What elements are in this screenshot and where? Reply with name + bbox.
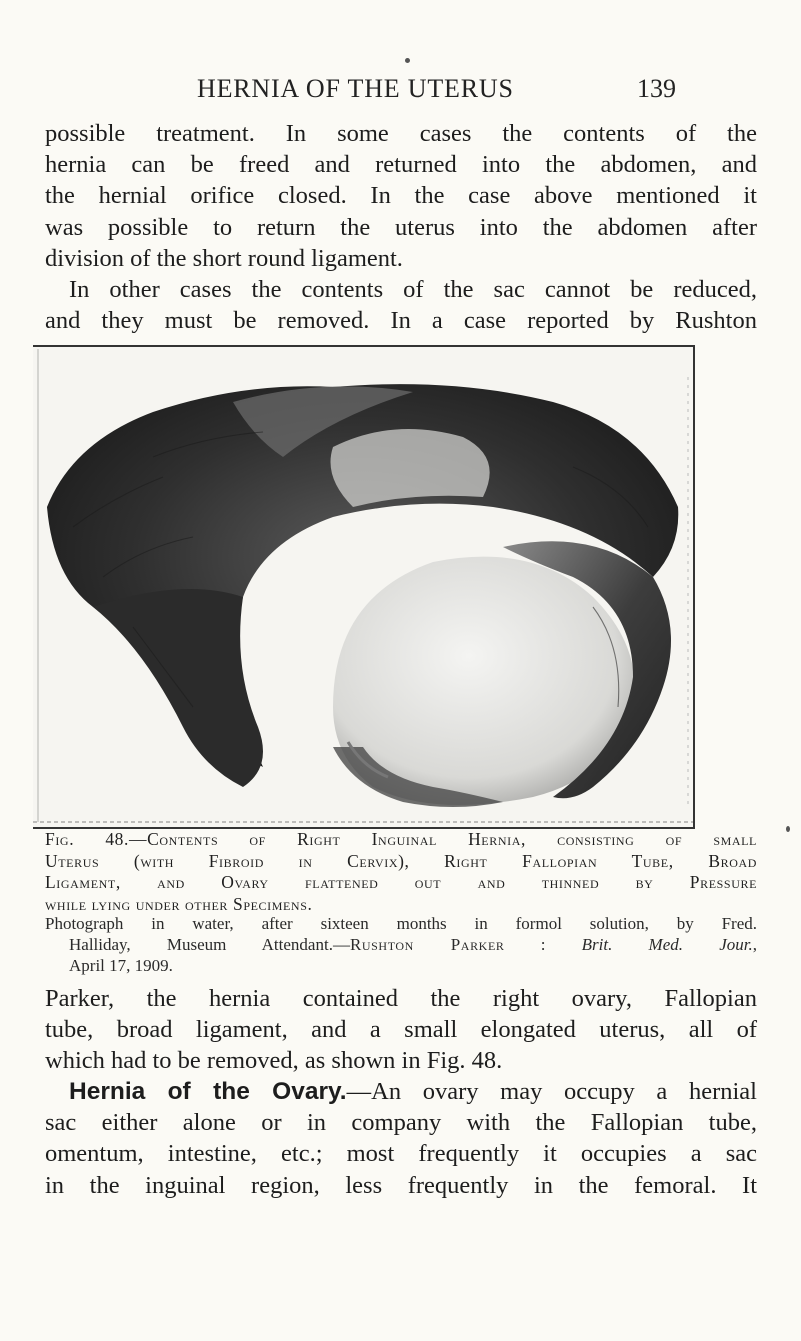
text-line: omentum, intestine, etc.; most frequently it occupies a sac [45, 1140, 757, 1168]
text-line: Hernia of the Ovary.—An ovary may occupy a hernial [69, 1078, 757, 1105]
text-line: tube, broad ligament, and a small elongated uterus, all of [45, 1016, 757, 1044]
specimen-illustration [33, 347, 693, 827]
ink-speck [786, 826, 790, 832]
caption-line: Fig. 48.—Contents of Right Inguinal Hernia, consisting of small [45, 829, 757, 849]
text-line: the hernial orifice closed. In the case above mentioned it [45, 182, 757, 210]
page-number: 139 [637, 74, 676, 103]
text-line: which had to be removed, as shown in Fig. 48. [45, 1047, 503, 1075]
figure-label: Fig. 48. [45, 829, 130, 849]
caption-line: while lying under other Specimens. [45, 893, 313, 914]
figure-credit [45, 913, 757, 976]
text-line: was possible to return the uterus into the abdomen after [45, 213, 757, 241]
text-line: In other cases the contents of the sac cannot be reduced, [69, 276, 757, 303]
text-line: possible treatment. In some cases the contents of the [45, 120, 757, 147]
caption-line: Ligament, and Ovary flattened out and thinned by Pressure [45, 872, 757, 892]
text-line: hernia can be freed and returned into the abdomen, and [45, 151, 757, 179]
text-line: and they must be removed. In a case reported by Rushton [45, 307, 757, 335]
section-heading: Hernia of the Ovary. [69, 1078, 347, 1105]
credit-line: Halliday, Museum Attendant.—Rushton Parker : Brit. Med. Jour., [69, 935, 757, 954]
paragraph-parker [45, 983, 757, 1077]
paragraph-treatment [45, 118, 757, 274]
paragraph-ovary-hernia [45, 1076, 757, 1201]
specimen-photograph [33, 345, 695, 829]
credit-line: April 17, 1909. [69, 956, 173, 975]
credit-author: Rushton Parker [349, 935, 505, 954]
journal-name: Brit. Med. Jour. [581, 935, 753, 954]
running-head [0, 72, 801, 112]
ink-speck [405, 58, 410, 63]
text-line: in the inguinal region, less frequently in the femoral. It [45, 1171, 757, 1199]
running-title: HERNIA OF THE UTERUS [197, 74, 514, 103]
text-line: sac either alone or in company with the Fallopian tube, [45, 1109, 757, 1137]
caption-line: Uterus (with Fibroid in Cervix), Right Fallopian Tube, Broad [45, 850, 757, 871]
text-line: division of the short round ligament. [45, 244, 403, 272]
paragraph-removal [45, 274, 757, 336]
text-line: Parker, the hernia contained the right ovary, Fallopian [45, 985, 757, 1012]
figure-caption [45, 829, 757, 915]
credit-line: Photograph in water, after sixteen months in formol solution, by Fred. [45, 914, 757, 933]
